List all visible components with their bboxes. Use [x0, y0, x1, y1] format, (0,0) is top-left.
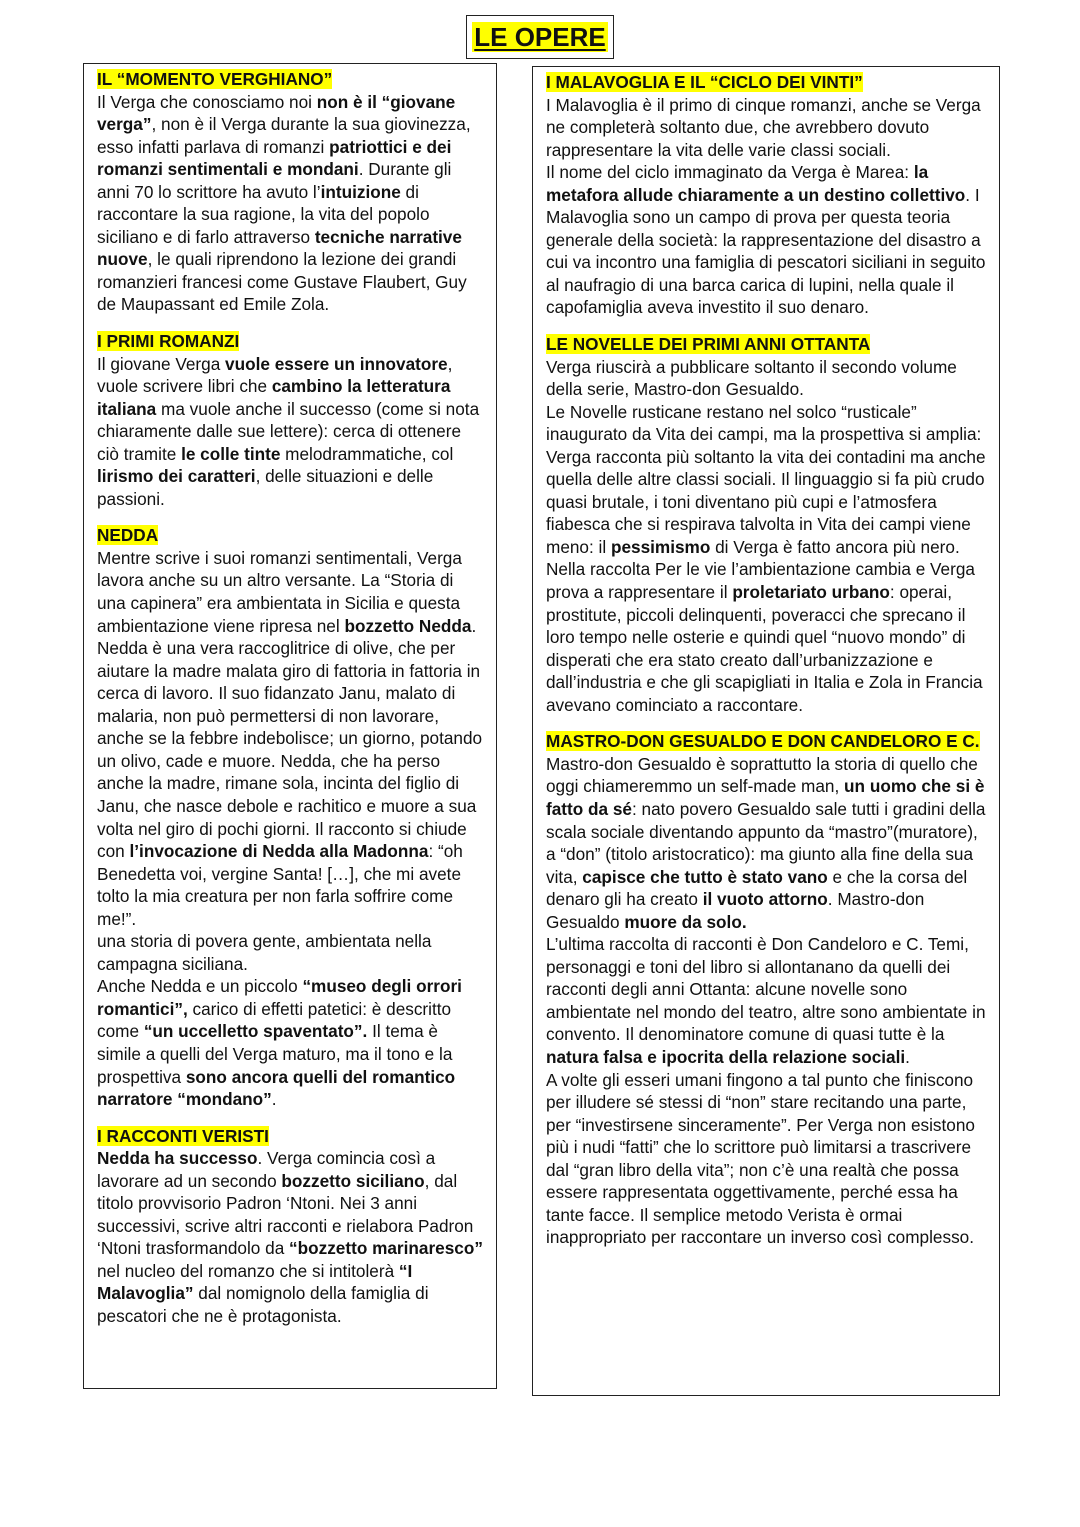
paragraph: Mastro-don Gesualdo è soprattutto la storia di quello che oggi chiameremmo un self-made man, un uomo che si è fatto da sé: nato povero Gesualdo sale tutti i gradini della scala sociale diventando appunto da “mastro”(muratore), a “don” (titolo aristocratico): ma giunto alla fine della sua vita, capisce che tutto è stato vano e che la corsa del denaro gli ha creato il vuoto attorno. Mastro-don Gesualdo muore da solo. — [546, 753, 986, 932]
section-heading: LE NOVELLE DEI PRIMI ANNI OTTANTA — [546, 334, 871, 355]
section-nedda — [97, 524, 486, 1110]
paragraph: Verga riuscirà a pubblicare soltanto il secondo volume della serie, Mastro-don Gesualdo. — [546, 356, 957, 400]
bold-text: non è il “giovane verga” — [97, 91, 456, 135]
page-title-box — [466, 15, 614, 59]
paragraph: Nedda ha successo. Verga comincia così a lavorare ad un secondo bozzetto siciliano, dal titolo provvisorio Padron ‘Ntoni. Nei 3 anni successivi, scrive altri racconti e rielabora Padron ‘Ntoni trasformandolo da “bozzetto marinaresco” nel nucleo del romanzo che si intitolerà “I Malavoglia” dal nomignolo della famiglia di pescatori che ne è protagonista. — [97, 1148, 483, 1326]
bold-text: bozzetto siciliano — [281, 1170, 425, 1191]
section-momento-verghiano — [97, 68, 486, 316]
section-primi-romanzi — [97, 330, 486, 510]
page-title: LE OPERE — [474, 22, 606, 52]
section-body — [97, 91, 486, 316]
section-body — [546, 753, 989, 1249]
section-body — [97, 1147, 486, 1327]
paragraph: Nella raccolta Per le vie l’ambientazione cambia e Verga prova a rappresentare il proletariato urbano: operai, prostitute, piccoli delinquenti, poveracci che sprecano il loro tempo nelle osterie e quindi quel “nuovo mondo” di disperati che era stato creato dall’urbanizzazione e dall’industria e che gli scapigliati in Italia e Zola in Francia avevano cominciato a raccontare. — [546, 559, 983, 715]
paragraph: Il Verga che conosciamo noi non è il “giovane verga”, non è il Verga durante la sua giovinezza, esso infatti parlava di romanzi patriottici e dei romanzi sentimentali e mondani. Durante gli anni 70 lo scrittore ha avuto l’intuizione di raccontare la sua ragione, la vita del popolo siciliano e di farlo attraverso tecniche narrative nuove, le quali riprendono la lezione dei grandi romanzieri francesi come Gustave Flaubert, Guy de Maupassant ed Emile Zola. — [97, 91, 471, 315]
paragraph: Le Novelle rusticane restano nel solco “rusticale” inaugurato da Vita dei campi, ma la prospettiva si amplia: Verga racconta più soltanto la vita dei contadini ma anche quella delle altre classi sociali. Il linguaggio si fa più crudo quasi brutale, i toni diventano più cupi e l’atmosfera fiabesca che si respirava talvolta in Vita dei campi viene meno: il pessimismo di Verga è fatto ancora più nero. — [546, 401, 986, 557]
bold-text: proletariato urbano — [732, 582, 890, 603]
bold-text: intuizione — [320, 181, 401, 202]
bold-text: patriottici e dei romanzi sentimentali e mondani — [97, 136, 452, 180]
paragraph: A volte gli esseri umani fingono a tal punto che finiscono per illudere sé stessi di “non” stare recitando una parte, per “investirsene sinceramente”. Per Verga non esistono più i nudi “fatti” che lo scrittore può limitarsi a trascrivere dal “gran libro della vita”; non c’è una realtà che possa essere rappresentata oggettivamente, perché essa ha tante facce. Il semplice metodo Verista è ormai inappropriato per raccontare un inverso così complesso. — [546, 1069, 975, 1248]
section-malavoglia — [546, 71, 989, 319]
bold-text: un uomo che si è fatto da sé — [546, 776, 985, 819]
bold-text: muore da solo. — [624, 911, 747, 932]
section-body — [546, 356, 989, 717]
paragraph: L’ultima raccolta di racconti è Don Candeloro e C. Temi, personaggi e toni del libro si allontanano da quelli dei racconti degli anni Ottanta: alcune novelle sono ambientate nel mondo del teatro, altre sono ambientate in convento. Il denominatore comune di quasi tutte è la natura falsa e ipocrita della relazione sociali. — [546, 934, 986, 1067]
bold-text: le colle tinte — [181, 443, 281, 464]
paragraph: I Malavoglia è il primo di cinque romanzi, anche se Verga ne completerà soltanto due, che avrebbero dovuto rappresentare la vita delle varie classi sociali. — [546, 94, 981, 160]
section-novelle — [546, 333, 989, 716]
section-heading: I PRIMI ROMANZI — [97, 331, 240, 352]
bold-text: Nedda ha successo — [97, 1148, 258, 1169]
right-column — [532, 66, 1000, 1396]
bold-text: l’invocazione di Nedda alla Madonna — [129, 841, 429, 862]
bold-text: cambino la letteratura italiana — [97, 376, 451, 419]
bold-text: natura falsa e ipocrita della relazione sociali — [546, 1046, 906, 1067]
paragraph: una storia di povera gente, ambientata nella campagna siciliana. — [97, 931, 432, 974]
bold-text: capisce che tutto è stato vano — [582, 866, 828, 887]
section-heading: IL “MOMENTO VERGHIANO” — [97, 69, 333, 89]
section-heading: I RACCONTI VERISTI — [97, 1125, 269, 1146]
section-body — [97, 547, 486, 1111]
section-heading: NEDDA — [97, 525, 159, 546]
bold-text: “museo degli orrori romantici”, — [97, 976, 462, 1019]
paragraph: Il giovane Verga vuole essere un innovatore, vuole scrivere libri che cambino la letteratura italiana ma vuole anche il successo (come si nota chiaramente dalle sue lettere): cerca di ottenere ciò tramite le colle tinte melodrammatiche, col lirismo dei caratteri, delle situazioni e delle passioni. — [97, 353, 480, 509]
section-body — [97, 353, 486, 511]
section-racconti-veristi — [97, 1125, 486, 1328]
section-body — [546, 94, 989, 319]
bold-text: sono ancora quelli del romantico narratore “mondano” — [97, 1066, 456, 1110]
bold-text: “un uccelletto spaventato”. — [143, 1021, 368, 1042]
section-heading: MASTRO-DON GESUALDO E DON CANDELORO E C. — [546, 731, 980, 752]
bold-text: pessimismo — [610, 536, 711, 557]
bold-text: bozzetto Nedda — [344, 615, 472, 636]
section-heading: I MALAVOGLIA E IL “CICLO DEI VINTI” — [546, 72, 863, 92]
bold-text: vuole essere un innovatore — [225, 353, 448, 374]
bold-text: tecniche narrative nuove — [97, 226, 462, 270]
bold-text: “I Malavoglia” — [97, 1260, 413, 1304]
paragraph: Anche Nedda e un piccolo “museo degli orrori romantici”, carico di effetti patetici: è descritto come “un uccelletto spaventato”. Il tema è simile a quelli del Verga maturo, ma il tono e la prospettiva sono ancora quelli del romantico narratore “mondano”. — [97, 976, 462, 1110]
bold-text: la metafora allude chiaramente a un destino collettivo — [546, 162, 966, 205]
paragraph: Mentre scrive i suoi romanzi sentimentali, Verga lavora anche su un altro versante. La “Storia di una capinera” era ambientata in Sicilia e questa ambientazione viene ripresa nel bozzetto Nedda. — [97, 547, 477, 636]
bold-text: “bozzetto marinaresco” — [289, 1238, 483, 1259]
left-column — [83, 63, 497, 1389]
bold-text: lirismo dei caratteri — [97, 466, 256, 487]
bold-text: il vuoto attorno — [702, 889, 828, 910]
section-mastro-don-gesualdo — [546, 730, 989, 1249]
paragraph: Nedda è una vera raccoglitrice di olive, che per aiutare la madre malata giro di fattoria in fattoria in cerca di lavoro. Il suo fidanzato Janu, malato di malaria, non può permettersi di non lavorare, anche se la febbre indebolisce; un giorno, potando un olivo, cade e muore. Nedda, che ha perso anche la madre, rimane sola, incinta del figlio di Janu, che nasce debole e rachitico e muore a sua volta nel giro di pochi giorni. Il racconto si chiude con l’invocazione di Nedda alla Madonna: “oh Benedetta voi, vergine Santa! […], che mi avete tolto la mia creatura per non farla soffrire come me!”. — [97, 638, 483, 929]
paragraph: Il nome del ciclo immaginato da Verga è Marea: la metafora allude chiaramente a un destino collettivo. I Malavoglia sono un campo di prova per questa teoria generale della società: la rappresentazione del disastro a cui va incontro una famiglia di pescatori siciliani in seguito al naufragio di una barca carica di lupini, nella quale il capofamiglia aveva investito il suo denaro. — [546, 162, 986, 318]
